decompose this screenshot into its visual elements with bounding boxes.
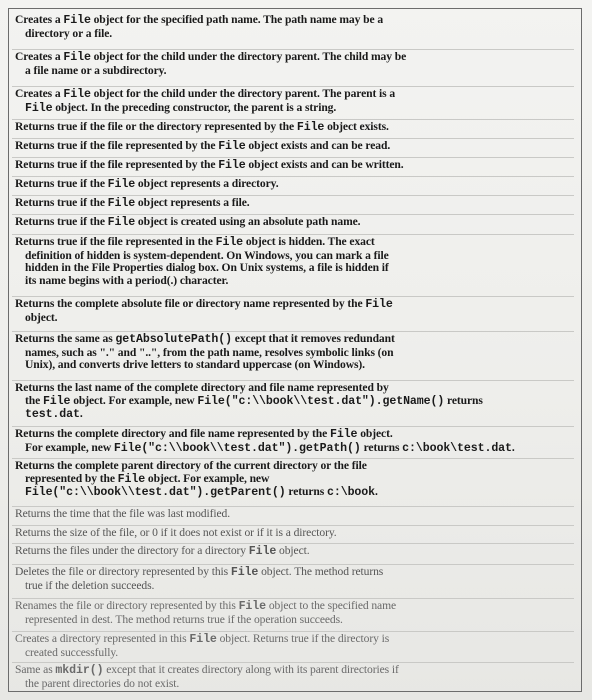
row-separator — [12, 543, 574, 544]
entry-line — [15, 216, 580, 230]
entry-20 — [15, 600, 580, 626]
prose-text: object. — [276, 544, 310, 557]
entry-line — [15, 65, 580, 78]
entry-9 — [15, 216, 580, 230]
code-text: File — [238, 600, 267, 613]
code-text: File — [248, 545, 277, 558]
prose-text: object. — [357, 427, 393, 440]
code-text: File("c:\\book\\test.dat").getParent() — [25, 486, 286, 500]
prose-text: . — [375, 485, 378, 499]
code-text: File — [42, 394, 71, 408]
prose-text: object exists. — [324, 120, 389, 133]
prose-text: . — [79, 407, 83, 421]
entry-line — [15, 275, 580, 288]
prose-text: Returns the time that the file was last modified. — [15, 507, 231, 520]
entry-line — [15, 545, 580, 559]
entry-line — [15, 580, 580, 593]
prose-text: Creates a — [15, 50, 64, 63]
code-text: c:\book\test.dat — [402, 441, 512, 455]
entry-17 — [15, 527, 580, 540]
row-separator — [12, 296, 574, 297]
entry-line — [15, 395, 580, 409]
prose-text: object represents a file. — [135, 196, 250, 209]
code-text: getAbsolutePath() — [115, 333, 232, 346]
entry-line — [15, 664, 580, 678]
code-text: File("c:\\book\\test.dat").getPath() — [113, 441, 361, 455]
prose-text: . — [511, 440, 515, 454]
prose-text: object for the specified path name. The path name may be a — [90, 13, 384, 26]
prose-text: Same as — [15, 663, 56, 676]
prose-text: Returns true if the — [15, 215, 108, 228]
prose-text: Returns the last name of the complete directory and file name represented by — [15, 381, 389, 394]
entry-line — [15, 473, 580, 487]
entry-16 — [15, 508, 580, 521]
prose-text: Creates a — [15, 87, 64, 100]
entry-line — [15, 566, 580, 580]
code-text: c:\book — [327, 486, 376, 500]
prose-text: Returns the complete directory and file name represented by the — [15, 427, 330, 440]
prose-text: returns — [360, 440, 403, 454]
row-separator — [12, 506, 574, 507]
entry-12 — [15, 333, 580, 372]
entry-line — [15, 14, 580, 28]
prose-text: object. — [25, 310, 58, 324]
entry-10 — [15, 236, 580, 287]
code-text: File — [63, 51, 91, 64]
code-text: File — [296, 121, 325, 134]
entry-line — [15, 600, 580, 614]
code-text: File — [107, 216, 136, 229]
entry-line — [15, 408, 580, 422]
entry-line — [15, 486, 580, 500]
prose-text: object for the child under the directory parent. The parent is a — [90, 87, 396, 100]
prose-text: object represents a directory. — [135, 177, 279, 190]
entry-5 — [15, 140, 580, 154]
prose-text: object exists and can be read. — [245, 139, 391, 152]
prose-text: represented in dest. The method returns true if the operation succeeds. — [25, 612, 343, 626]
entry-line — [15, 28, 580, 41]
prose-text: its name begins with a period(.) character. — [25, 273, 229, 287]
prose-text: true if the deletion succeeds. — [25, 578, 155, 592]
row-separator — [12, 157, 574, 158]
entry-6 — [15, 159, 580, 173]
entry-19 — [15, 566, 580, 592]
prose-text: hidden in the File Properties dialog box. On Unix systems, a file is hidden if — [25, 261, 389, 275]
entry-line — [15, 333, 580, 347]
entry-1 — [15, 14, 580, 40]
prose-text: object. For example, new — [70, 393, 198, 407]
row-separator — [12, 234, 574, 235]
entry-line — [15, 159, 580, 173]
code-text: mkdir() — [55, 664, 104, 677]
prose-text: definition of hidden is system-dependent. On Windows, you can mark a file — [25, 248, 389, 262]
entry-line — [15, 678, 580, 691]
prose-text: except that it creates directory along with its parent directories if — [103, 663, 399, 676]
entry-line — [15, 140, 580, 154]
prose-text: object for the child under the directory parent. The child may be — [90, 50, 407, 63]
prose-text: Returns the size of the file, or 0 if it does not exist or if it is a directory. — [15, 526, 337, 539]
entry-line — [15, 633, 580, 647]
prose-text: returns — [285, 485, 327, 499]
entry-line — [15, 178, 580, 192]
entry-4 — [15, 121, 580, 135]
code-text: File — [189, 633, 217, 646]
prose-text: Returns true if the file represented by the — [15, 139, 219, 152]
prose-text: Creates a — [15, 13, 64, 26]
row-separator — [12, 631, 574, 632]
prose-text: object exists and can be written. — [245, 158, 404, 171]
code-text: File — [63, 14, 91, 27]
code-text: File — [215, 236, 244, 249]
entry-22 — [15, 664, 580, 690]
row-separator — [12, 138, 574, 139]
prose-text: object. Returns true if the directory is — [216, 632, 390, 645]
entry-line — [15, 88, 580, 102]
entry-line — [15, 359, 580, 372]
row-separator — [12, 49, 574, 50]
code-text: test.dat — [25, 408, 80, 422]
code-text: File — [107, 197, 136, 210]
entry-15 — [15, 460, 580, 500]
prose-text: Returns true if the file represented in the — [15, 235, 216, 248]
row-separator — [12, 525, 574, 526]
row-separator — [12, 458, 574, 459]
prose-text: names, such as "." and "..", from the path name, resolves symbolic links (on — [25, 345, 394, 359]
prose-text: object. For example, new — [145, 471, 270, 485]
row-separator — [12, 214, 574, 215]
prose-text: represented by the — [25, 471, 118, 485]
entry-line — [15, 614, 580, 627]
prose-text: Returns the same as — [15, 332, 116, 345]
prose-text: Renames the file or directory represented by this — [15, 599, 239, 612]
row-separator — [12, 426, 574, 427]
prose-text: Creates a directory represented in this — [15, 632, 190, 645]
entry-line — [15, 236, 580, 250]
prose-text: object is created using an absolute path name. — [135, 215, 361, 228]
row-separator — [12, 119, 574, 120]
row-separator — [12, 662, 574, 663]
row-separator — [12, 86, 574, 87]
entry-line — [15, 121, 580, 135]
code-text: File — [117, 472, 146, 486]
row-separator — [12, 564, 574, 565]
code-text: File — [63, 88, 91, 101]
entry-line — [15, 102, 580, 116]
entry-14 — [15, 428, 580, 455]
prose-text: the parent directories do not exist. — [25, 676, 180, 690]
entry-line — [15, 508, 580, 521]
prose-text: created successfully. — [25, 645, 119, 659]
code-text: File — [230, 566, 259, 579]
row-separator — [12, 380, 574, 381]
code-text: File — [218, 159, 246, 172]
entry-line — [15, 647, 580, 660]
row-separator — [12, 195, 574, 196]
entry-3 — [15, 88, 580, 115]
code-text: File — [25, 101, 53, 115]
prose-text: Returns true if the — [15, 177, 108, 190]
code-text: File — [329, 428, 358, 441]
entry-line — [15, 197, 580, 211]
prose-text: Returns the complete absolute file or directory name represented by the — [15, 297, 366, 310]
prose-text: Deletes the file or directory represented by this — [15, 565, 231, 578]
prose-text: Returns true if the file or the directory represented by the — [15, 120, 297, 133]
prose-text: Returns the complete parent directory of the current directory or the file — [15, 459, 367, 472]
prose-text: object. The method returns — [258, 565, 384, 578]
prose-text: except that it removes redundant — [231, 332, 395, 345]
entry-2 — [15, 51, 580, 77]
entry-line — [15, 298, 580, 312]
code-text: File — [365, 298, 393, 311]
entry-line — [15, 312, 580, 325]
code-text: File — [107, 178, 136, 191]
prose-text: Returns the files under the directory for a directory — [15, 544, 249, 557]
entry-21 — [15, 633, 580, 659]
prose-text: Returns true if the file represented by the — [15, 158, 219, 171]
prose-text: Unix), and converts drive letters to standard uppercase (on Windows). — [25, 358, 365, 372]
code-text: File — [218, 140, 246, 153]
prose-text: For example, new — [25, 440, 114, 454]
prose-text: object is hidden. The exact — [243, 235, 375, 248]
prose-text: Returns true if the — [15, 196, 108, 209]
prose-text: object to the specified name — [266, 599, 397, 612]
entry-18 — [15, 545, 580, 559]
row-separator — [12, 176, 574, 177]
entry-line — [15, 51, 580, 65]
prose-text: returns — [444, 393, 483, 407]
prose-text: a file name or a subdirectory. — [25, 63, 167, 77]
entry-8 — [15, 197, 580, 211]
entry-line — [15, 428, 580, 442]
entry-7 — [15, 178, 580, 192]
entry-11 — [15, 298, 580, 324]
row-separator — [12, 331, 574, 332]
prose-text: object. In the preceding constructor, the parent is a string. — [52, 100, 337, 114]
entry-line — [15, 527, 580, 540]
entry-13 — [15, 382, 580, 422]
prose-text: directory or a file. — [25, 26, 113, 40]
code-text: File("c:\\book\\test.dat").getName() — [197, 394, 445, 408]
row-separator — [12, 598, 574, 599]
prose-text: the — [25, 393, 43, 407]
entry-line — [15, 442, 580, 456]
